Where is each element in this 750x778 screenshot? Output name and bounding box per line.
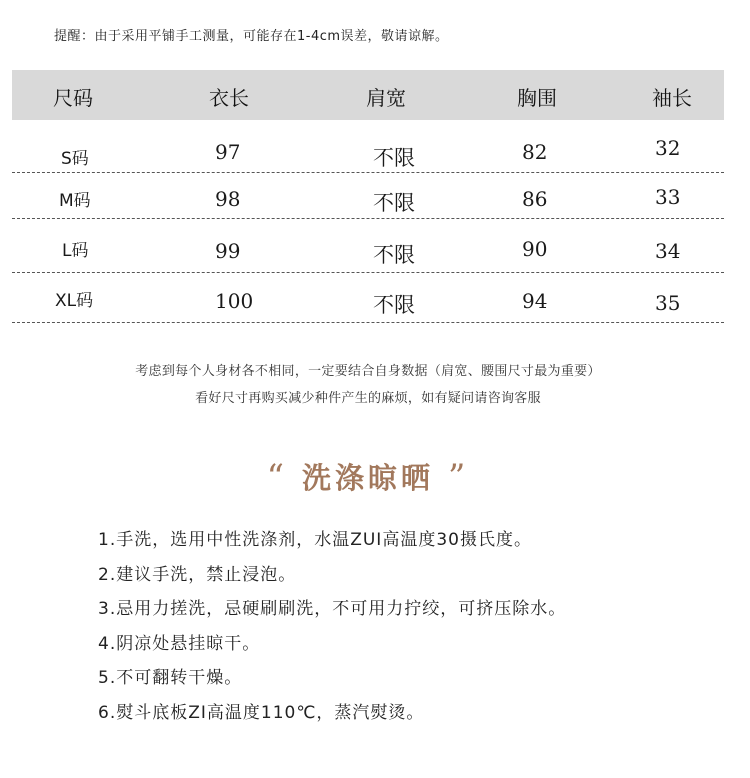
- list-item: 6.熨斗底板ZI高温度110℃，蒸汽熨烫。: [98, 702, 425, 723]
- sleeve-cell: 35: [655, 291, 681, 315]
- size-table-header: [12, 70, 724, 120]
- fit-advice-line2: 看好尺寸再购买减少种件产生的麻烦，如有疑问请咨询客服: [195, 391, 541, 406]
- length-cell: 99: [215, 239, 241, 263]
- sleeve-cell: 34: [655, 239, 681, 263]
- chest-cell: 86: [522, 187, 548, 211]
- shoulder-cell: 不限: [373, 191, 415, 215]
- table-row: [12, 173, 724, 219]
- care-instructions: [98, 525, 566, 732]
- size-cell: M码: [59, 191, 91, 211]
- size-cell: L码: [62, 241, 89, 261]
- size-table: [12, 70, 724, 323]
- size-cell: S码: [61, 149, 89, 169]
- length-cell: 97: [215, 140, 241, 164]
- table-row: [12, 273, 724, 323]
- shoulder-cell: 不限: [373, 293, 415, 317]
- header-sleeve: 袖长: [652, 86, 692, 110]
- list-item: 3.忌用力搓洗，忌硬刷刷洗，不可用力拧绞，可挤压除水。: [98, 599, 567, 619]
- shoulder-cell: 不限: [373, 243, 415, 267]
- table-row: [12, 219, 724, 273]
- sleeve-cell: 32: [655, 136, 681, 160]
- header-length: 衣长: [209, 86, 249, 110]
- list-item: 4.阴凉处悬挂晾干。: [98, 633, 261, 654]
- list-item: 1.手洗，选用中性洗涤剂，水温ZUI高温度30摄氏度。: [98, 530, 532, 550]
- open-quote: “: [266, 457, 288, 497]
- care-heading: [0, 456, 736, 497]
- chest-cell: 90: [522, 237, 548, 261]
- size-cell: XL码: [55, 291, 94, 311]
- care-heading-title: 洗涤晾晒: [301, 461, 434, 495]
- header-shoulder: 肩宽: [366, 86, 406, 110]
- list-item: 2.建议手洗，禁止浸泡。: [98, 564, 297, 585]
- length-cell: 98: [215, 187, 241, 211]
- sleeve-cell: 33: [655, 185, 681, 209]
- length-cell: 100: [215, 289, 254, 313]
- fit-advice-line1: 考虑到每个人身材各不相同，一定要结合自身数据（肩宽、腰围尺寸最为重要）: [135, 364, 601, 379]
- table-row: [12, 120, 724, 173]
- chest-cell: 94: [522, 289, 548, 313]
- measurement-notice: 提醒：由于采用平铺手工测量，可能存在1-4cm误差，敬请谅解。: [54, 29, 449, 44]
- close-quote: ”: [448, 457, 470, 497]
- chest-cell: 82: [522, 140, 548, 164]
- shoulder-cell: 不限: [373, 146, 415, 170]
- header-size: 尺码: [53, 86, 93, 110]
- list-item: 5.不可翻转干燥。: [98, 668, 243, 688]
- header-chest: 胸围: [517, 86, 557, 110]
